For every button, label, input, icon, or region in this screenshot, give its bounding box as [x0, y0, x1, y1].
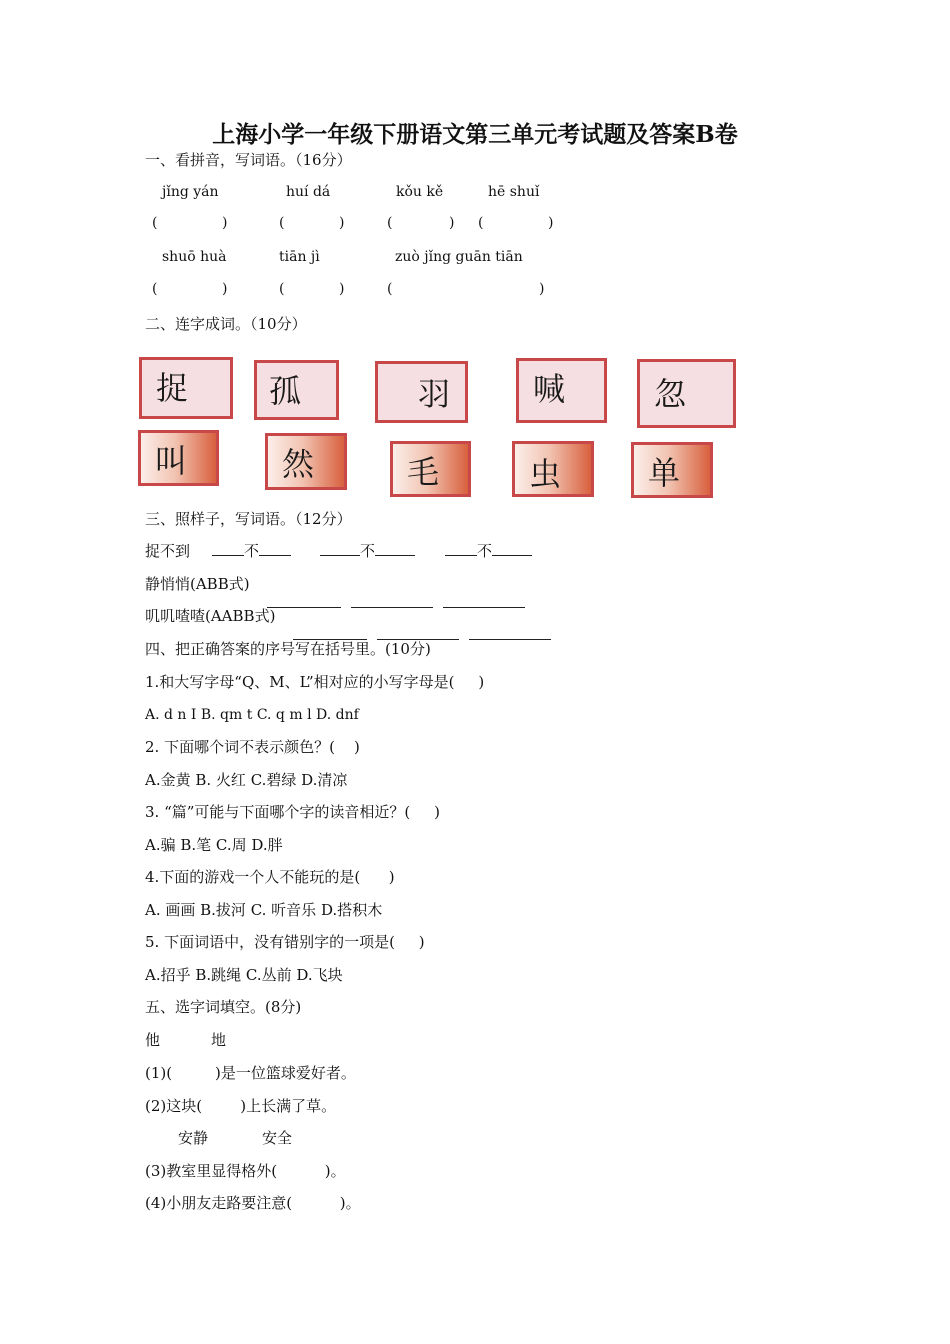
word-choice: 他: [145, 1031, 161, 1049]
answer-open-paren: (: [279, 215, 285, 231]
blank-line[interactable]: [375, 541, 415, 556]
word-choice: 安静: [178, 1129, 209, 1147]
word-choice: 地: [211, 1031, 227, 1049]
question-4: 4.下面的游戏一个人不能玩的是( ): [145, 868, 395, 886]
pinyin-4: hē shuǐ: [488, 184, 540, 200]
pinyin-2: huí dá: [286, 184, 331, 200]
answer-close-paren: ): [539, 281, 545, 297]
answer-close-paren: ): [548, 215, 554, 231]
blank-line[interactable]: [212, 541, 244, 556]
answer-open-paren: (: [152, 281, 158, 297]
answer-close-paren: ): [449, 215, 455, 231]
word-choice: 安全: [262, 1129, 293, 1147]
question-2: 2. 下面哪个词不表示颜色？( ): [145, 738, 360, 756]
char-label: 单: [648, 454, 681, 492]
char-label: 叫: [155, 442, 188, 480]
answer-close-paren: ): [222, 215, 228, 231]
pinyin-3: kǒu kě: [396, 184, 444, 200]
char-box-jiao[interactable]: [138, 430, 219, 486]
pattern-blank-3[interactable]: [445, 541, 532, 561]
char-box-ran[interactable]: [265, 433, 347, 490]
char-label: 捉: [156, 369, 189, 407]
char-box-chong[interactable]: [512, 441, 594, 497]
blank-line[interactable]: [320, 541, 360, 556]
pinyin-5: shuō huà: [162, 249, 227, 265]
abb-label: 静悄悄(ABB式): [145, 575, 250, 593]
char-label: 然: [282, 445, 315, 483]
blank-line[interactable]: [293, 625, 367, 640]
char-box-dan[interactable]: [631, 442, 713, 498]
section2-heading: 二、连字成词。（10分）: [145, 315, 307, 333]
char-label: 孤: [269, 372, 302, 410]
blank-line[interactable]: [492, 541, 532, 556]
char-box-han[interactable]: [516, 358, 607, 423]
question-1: 1.和大写字母“Q、M、L”相对应的小写字母是( ): [145, 673, 485, 691]
fill-sentence-4: (4)小朋友走路要注意( )。: [145, 1194, 361, 1212]
answer-close-paren: ): [222, 281, 228, 297]
fill-sentence-3: (3)教室里显得格外( )。: [145, 1162, 346, 1180]
question-1-options: A. d n I B. qm t C. q m l D. dnf: [145, 707, 359, 723]
aabb-label: 叽叽喳喳(AABB式): [145, 607, 276, 625]
char-label: 毛: [407, 453, 440, 491]
question-4-options: A. 画画 B.拔河 C. 听音乐 D.搭积木: [145, 901, 383, 919]
answer-open-paren: (: [152, 215, 158, 231]
bu-char: 不: [477, 542, 493, 560]
answer-open-paren: (: [279, 281, 285, 297]
blank-line[interactable]: [377, 625, 459, 640]
pinyin-1: jǐng yán: [162, 184, 219, 200]
bu-char: 不: [244, 542, 260, 560]
answer-close-paren: ): [339, 215, 345, 231]
bu-char: 不: [360, 542, 376, 560]
pattern-blank-1[interactable]: [212, 541, 291, 561]
char-box-gu[interactable]: [254, 360, 339, 420]
question-2-options: A.金黄 B. 火红 C.碧绿 D.清凉: [145, 771, 348, 789]
answer-open-paren: (: [387, 281, 393, 297]
fill-sentence-1: (1)( )是一位篮球爱好者。: [145, 1064, 356, 1082]
char-label: 喊: [533, 370, 566, 408]
blank-line[interactable]: [469, 625, 551, 640]
section1-heading: 一、看拼音，写词语。（16分）: [145, 151, 352, 169]
answer-close-paren: ): [339, 281, 345, 297]
char-box-zhuo[interactable]: [139, 357, 233, 419]
pinyin-6: tiān jì: [279, 249, 320, 265]
char-label: 忽: [654, 375, 687, 413]
answer-open-paren: (: [478, 215, 484, 231]
char-box-mao[interactable]: [390, 441, 471, 497]
blank-line[interactable]: [259, 541, 291, 556]
question-3-options: A.骗 B.笔 C.周 D.胖: [145, 836, 283, 854]
char-box-hu[interactable]: [637, 359, 736, 428]
char-label: 虫: [529, 455, 562, 493]
question-5-options: A.招乎 B.跳绳 C.丛前 D.飞块: [145, 966, 343, 984]
blank-line[interactable]: [445, 541, 477, 556]
page-title: 上海小学一年级下册语文第三单元考试题及答案B卷: [212, 121, 738, 148]
section3-heading: 三、照样子，写词语。（12分）: [145, 510, 352, 528]
question-5: 5. 下面词语中，没有错别字的一项是( ): [145, 933, 425, 951]
answer-open-paren: (: [387, 215, 393, 231]
char-label: 羽: [418, 375, 451, 413]
section5-heading: 五、选字词填空。(8分): [145, 998, 302, 1016]
section4-heading: 四、把正确答案的序号写在括号里。(10分): [145, 640, 431, 658]
pattern-blank-2[interactable]: [320, 541, 415, 561]
question-3: 3. “篇”可能与下面哪个字的读音相近？( ): [145, 803, 440, 821]
example-word: 捉不到: [145, 542, 191, 560]
char-box-yu[interactable]: [375, 361, 468, 423]
fill-sentence-2: (2)这块( )上长满了草。: [145, 1097, 337, 1115]
pinyin-7: zuò jǐng guān tiān: [395, 249, 523, 265]
